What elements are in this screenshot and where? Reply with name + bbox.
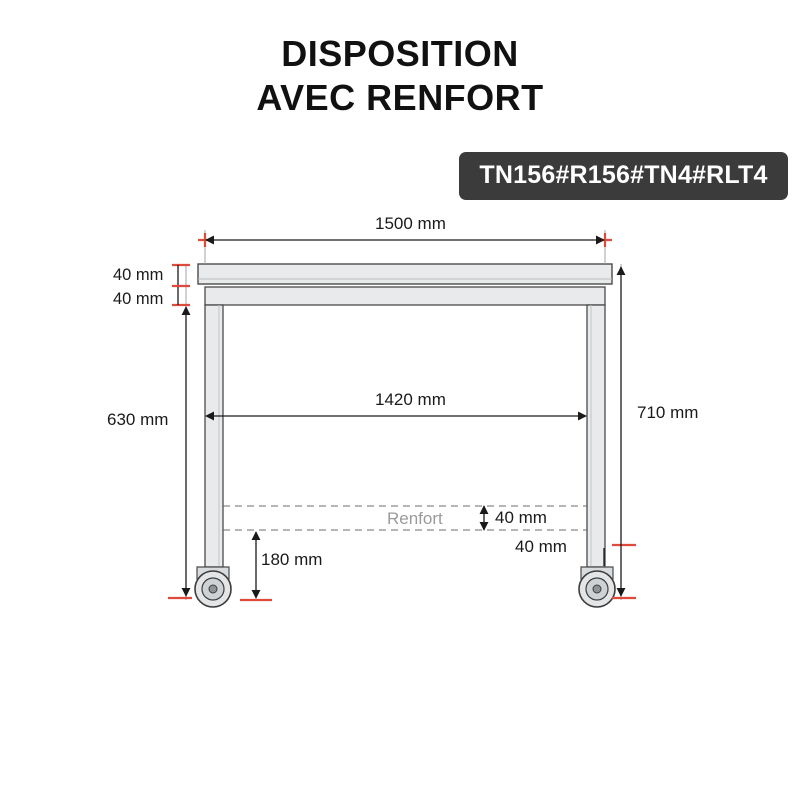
label-renfort-height: 40 mm xyxy=(492,509,550,528)
label-frame-thickness: 40 mm xyxy=(110,290,166,308)
table-leg-left xyxy=(205,305,223,567)
castor-right xyxy=(579,567,615,607)
table-top xyxy=(198,264,612,284)
label-top-thickness: 40 mm xyxy=(110,266,166,284)
title-line-1: DISPOSITION xyxy=(281,33,519,74)
label-leg-width: 40 mm xyxy=(512,538,570,557)
label-right-height: 710 mm xyxy=(634,404,701,423)
label-width-total: 1500 mm xyxy=(372,215,449,234)
table-leg-right xyxy=(587,305,605,567)
label-inner-width: 1420 mm xyxy=(372,391,449,410)
label-castor-clearance: 180 mm xyxy=(258,551,325,570)
table-apron xyxy=(205,287,605,305)
label-renfort: Renfort xyxy=(383,509,447,529)
castor-left xyxy=(195,567,231,607)
label-left-height: 630 mm xyxy=(104,411,171,430)
title-line-2: AVEC RENFORT xyxy=(256,76,544,118)
reference-badge: TN156#R156#TN4#RLT4 xyxy=(459,152,788,200)
